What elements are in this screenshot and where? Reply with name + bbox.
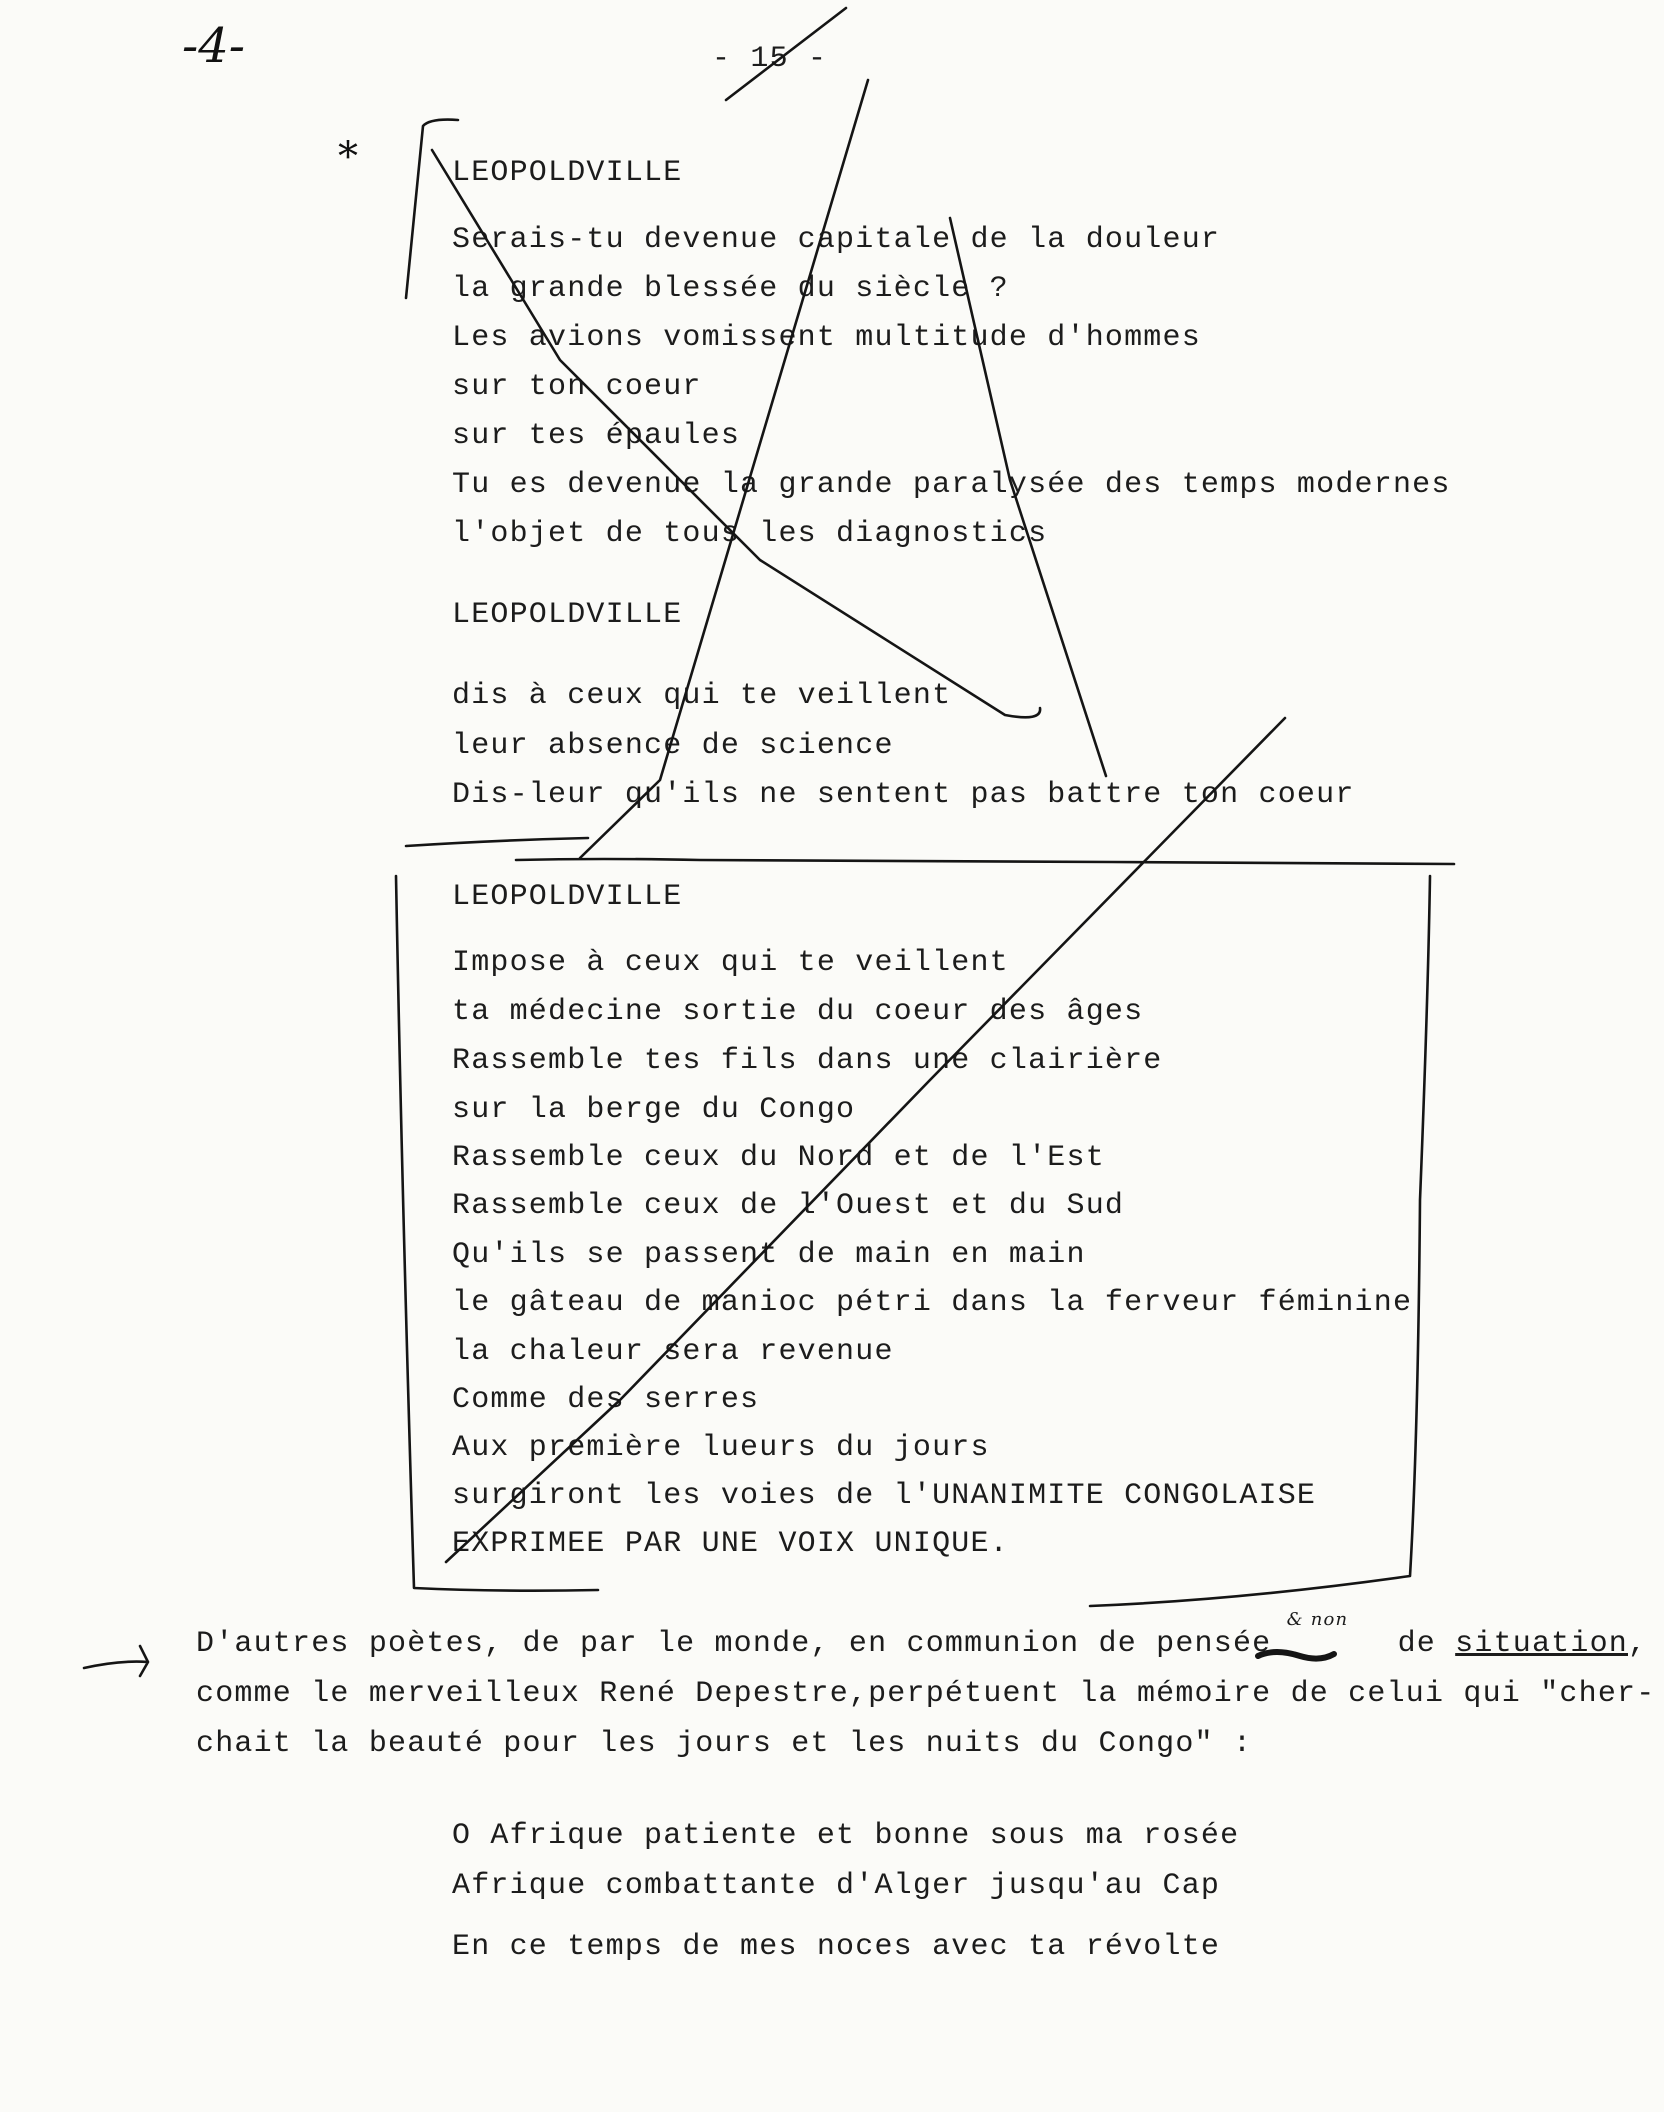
stanza-bracket bbox=[406, 120, 458, 298]
prose-text: , bbox=[1628, 1627, 1648, 1661]
margin-asterisk-mark: * bbox=[338, 134, 358, 180]
poem-line: sur tes épaules bbox=[452, 419, 741, 453]
poem-line: l'objet de tous les diagnostics bbox=[452, 517, 1048, 551]
poem-line: O Afrique patiente et bonne sous ma rosée bbox=[452, 1819, 1240, 1853]
margin-arrow-icon bbox=[84, 1646, 148, 1676]
prose-text: de bbox=[1397, 1627, 1436, 1661]
separator-stroke bbox=[406, 838, 588, 846]
poem-line: EXPRIMEE PAR UNE VOIX UNIQUE. bbox=[452, 1527, 1009, 1561]
prose-line: chait la beauté pour les jours et les nuits du Congo" : bbox=[196, 1727, 1253, 1761]
poem-line: Qu'ils se passent de main en main bbox=[452, 1238, 1086, 1272]
poem-line: Comme des serres bbox=[452, 1383, 760, 1417]
prose-text: D'autres poètes, de par le monde, en communion de pensée bbox=[196, 1627, 1272, 1661]
poem-line: Rassemble ceux du Nord et de l'Est bbox=[452, 1141, 1105, 1175]
handwritten-correction: & non bbox=[1286, 1609, 1349, 1630]
poem-line: leur absence de science bbox=[452, 729, 894, 763]
poem-line: dis à ceux qui te veillent bbox=[452, 679, 952, 713]
poem-line: Les avions vomissent multitude d'hommes bbox=[452, 321, 1201, 355]
prose-line bbox=[196, 1609, 1648, 1661]
poem-line: Afrique combattante d'Alger jusqu'au Cap bbox=[452, 1869, 1221, 1903]
poem-line: ta médecine sortie du coeur des âges bbox=[452, 995, 1144, 1029]
poem-line: la grande blessée du siècle ? bbox=[452, 272, 1009, 306]
poem-line: la chaleur sera revenue bbox=[452, 1335, 894, 1369]
handwritten-page-number: -4- bbox=[182, 18, 245, 74]
poem-line: le gâteau de manioc pétri dans la ferveur féminine bbox=[452, 1286, 1413, 1320]
poem-line: sur ton coeur bbox=[452, 370, 702, 404]
poem-line: surgiront les voies de l'UNANIMITE CONGOLAISE bbox=[452, 1479, 1317, 1513]
prose-line: comme le merveilleux René Depestre,perpétuent la mémoire de celui qui "cher- bbox=[196, 1677, 1656, 1711]
poem-heading: LEOPOLDVILLE bbox=[452, 156, 683, 190]
poem-line: Rassemble tes fils dans une clairière bbox=[452, 1044, 1163, 1078]
poem-line: Dis-leur qu'ils ne sentent pas battre ton coeur bbox=[452, 778, 1355, 812]
underlined-word: situation bbox=[1455, 1627, 1628, 1661]
poem-line: sur la berge du Congo bbox=[452, 1093, 856, 1127]
poem-heading: LEOPOLDVILLE bbox=[452, 598, 683, 632]
poem-line: Aux première lueurs du jours bbox=[452, 1431, 990, 1465]
poem-line: Impose à ceux qui te veillent bbox=[452, 946, 1009, 980]
typed-page-number: - 15 - bbox=[712, 42, 828, 76]
poem-line: Tu es devenue la grande paralysée des temps modernes bbox=[452, 468, 1451, 502]
poem-heading: LEOPOLDVILLE bbox=[452, 880, 683, 914]
poem-line: En ce temps de mes noces avec ta révolte bbox=[452, 1930, 1221, 1964]
poem-line: Rassemble ceux de l'Ouest et du Sud bbox=[452, 1189, 1125, 1223]
box-top bbox=[516, 859, 1454, 864]
poem-line: Serais-tu devenue capitale de la douleur bbox=[452, 223, 1221, 257]
